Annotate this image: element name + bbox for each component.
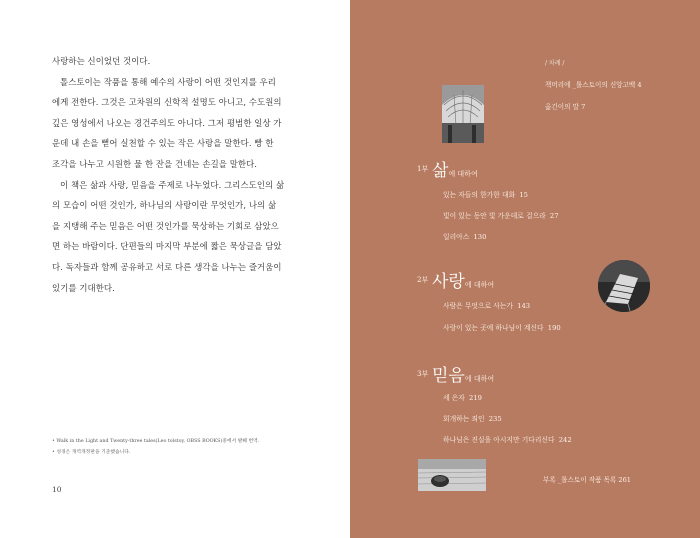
body-text: [52, 51, 302, 298]
chapter-title: 사람은 무엇으로 사는가: [443, 302, 513, 310]
body-line: 톨스토이는 작품을 통해 예수의 사랑이 어떤 것인지를 우리: [60, 76, 276, 87]
chapter-page: 219: [469, 394, 483, 402]
footnotes: [52, 436, 312, 458]
chapter-title: 회개하는 죄인: [443, 415, 485, 423]
chair-photo-graphic: [598, 260, 650, 312]
right-page-toc: [350, 0, 700, 538]
body-line: 다. 독자들과 함께 공유하고 서로 다른 생각을 나누는 즐거움이: [52, 261, 282, 272]
toc-front-item[interactable]: [545, 101, 585, 111]
toc-appendix[interactable]: [543, 474, 631, 484]
toc-chapter[interactable]: [443, 322, 561, 332]
toc-heading: / 차례 /: [545, 60, 565, 67]
chapter-page: 143: [517, 302, 531, 310]
chapter-page: 15: [519, 191, 528, 199]
body-line: 조각을 나누고 시원한 물 한 잔을 건네는 손길을 말한다.: [52, 158, 258, 169]
toc-chapter[interactable]: [443, 392, 482, 402]
part-number: 3부: [417, 370, 429, 378]
chair-photo: [598, 260, 650, 312]
footnote: • 성경은 개역개정판을 기준했습니다.: [52, 450, 131, 455]
chapter-page: 235: [488, 415, 502, 423]
toc-chapter[interactable]: [443, 413, 502, 423]
chapter-title: 세 은자: [443, 394, 465, 402]
rock-photo: [418, 459, 486, 491]
part-suffix: 에 대하여: [448, 170, 478, 178]
chapter-page: 190: [547, 324, 561, 332]
body-line: 에게 전한다. 그것은 고차원의 신학적 설명도 아니고, 수도원의: [52, 97, 282, 108]
chapter-page: 130: [473, 233, 487, 241]
part-heading: [432, 267, 494, 292]
part-suffix: 에 대하여: [464, 281, 495, 289]
body-line: 이 책은 삶과 사랑, 믿음을 주제로 나누었다. 그리스도인의 삶: [60, 179, 285, 190]
chapter-title: 일리아스: [443, 233, 470, 241]
chapter-page: 27: [549, 212, 559, 220]
chapter-title: 사랑이 있는 곳에 하나님이 계신다: [443, 324, 544, 332]
chapter-title: 있는 자들의 한가한 대화: [443, 191, 516, 199]
body-line: 면 하는 바람이다. 단편들의 마지막 부분에 짧은 묵상글을 담았: [52, 241, 282, 252]
dome-photo-graphic: [442, 85, 484, 143]
toc-chapter[interactable]: [443, 300, 530, 310]
toc-chapter[interactable]: [443, 231, 486, 241]
appendix-page: 261: [618, 476, 631, 484]
toc-item-page: 7: [581, 103, 586, 111]
appendix-title: 부록 _톨스토이 작품 목록: [543, 476, 617, 484]
part-suffix: 에 대하여: [464, 375, 495, 383]
body-line: 의 모습이 어떤 것인가, 하나님의 사랑이란 무엇인가, 나의 삶: [52, 200, 277, 211]
body-line: 사랑하는 신이었던 것이다.: [52, 56, 151, 66]
body-line: 을 지탱해 주는 믿음은 어떤 것인가를 묵상하는 기회로 삼았으: [52, 220, 279, 231]
body-line: 깊은 영성에서 나오는 경건주의도 아니다. 그저 평범한 일상 가: [52, 117, 282, 128]
toc-chapter[interactable]: [443, 189, 528, 199]
toc-item-title: 옮긴이의 말: [545, 103, 579, 111]
toc-item-title: 책머리에 _톨스토이의 신앙고백: [545, 81, 636, 89]
body-line: 운데 내 손을 뻗어 실천할 수 있는 작은 사랑을 말한다. 빵 한: [52, 138, 274, 149]
part-heading: [432, 156, 478, 181]
toc-chapter[interactable]: [443, 210, 559, 220]
toc-item-page: 4: [637, 81, 642, 89]
part-word: 사랑: [432, 272, 465, 292]
dome-photo: [442, 85, 484, 143]
chapter-page: 242: [558, 436, 572, 444]
part-word: 믿음: [432, 366, 465, 386]
footnote: • Walk in the Light and Twenty-three tales(Leo tolstoy, OBSS BOOKS)중에서 발췌 번역.: [52, 439, 260, 444]
rock-photo-graphic: [418, 459, 486, 491]
part-number: 1부: [417, 165, 429, 173]
page-number: 10: [52, 485, 62, 494]
part-heading: [432, 361, 494, 386]
chapter-title: 하나님은 진실을 아시지만 기다리신다: [443, 436, 555, 444]
toc-front-item[interactable]: [545, 79, 642, 89]
chapter-title: 빛이 있는 동안 빛 가운데로 걸으라: [443, 212, 546, 220]
body-line: 있기를 기대한다.: [52, 282, 115, 293]
part-word: 삶: [432, 161, 449, 181]
toc-chapter[interactable]: [443, 434, 572, 444]
part-number: 2부: [417, 276, 429, 284]
